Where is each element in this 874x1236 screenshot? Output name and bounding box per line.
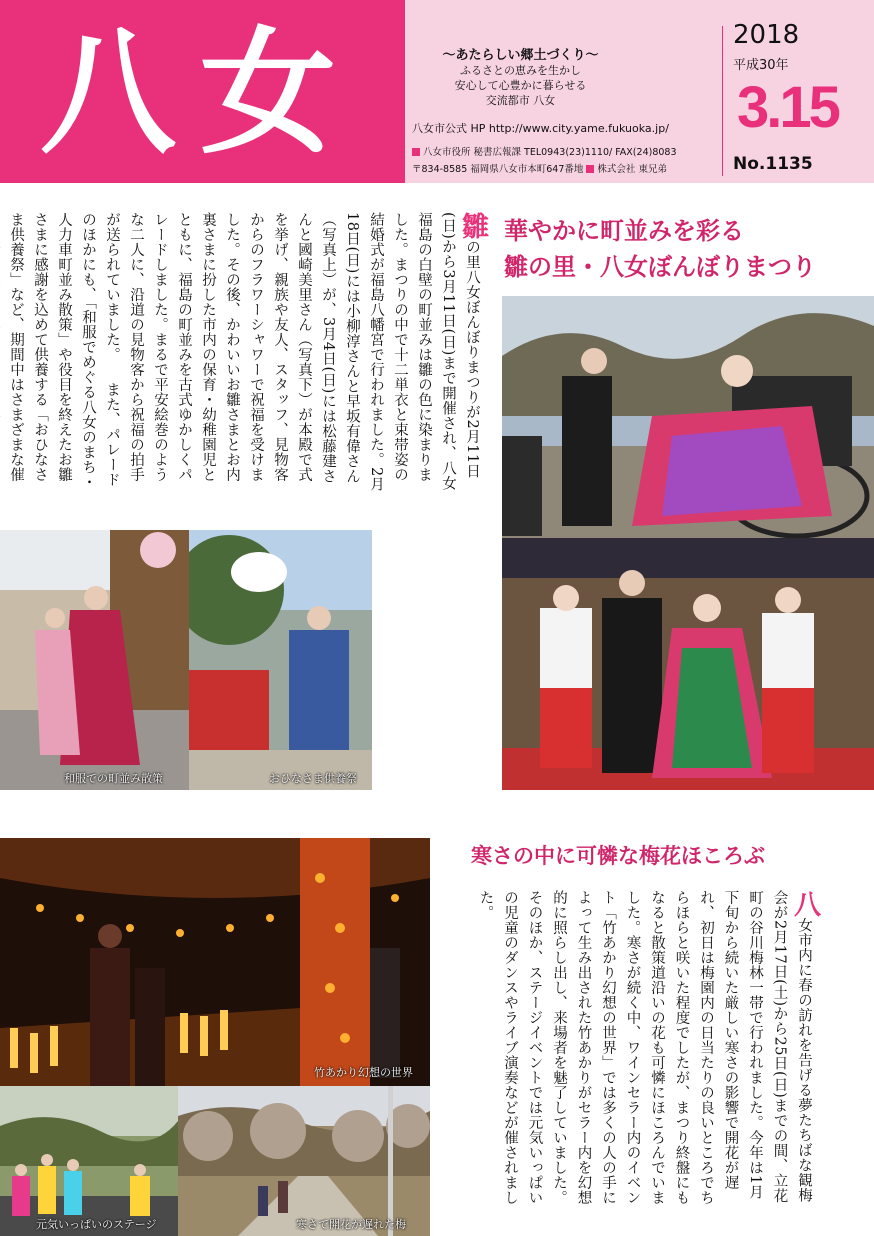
article1-body <box>8 212 488 496</box>
photo-wedding-rickshaw <box>502 296 874 538</box>
office-address: 〒834-8585 福岡県八女市本町647番地 <box>412 164 584 175</box>
caption-hina-memorial: おひなさま供養祭 <box>269 772 357 785</box>
square-bullet-icon <box>412 148 420 156</box>
article2-body <box>440 890 820 1206</box>
issue-date: 3.15 <box>737 75 838 140</box>
issue-year: 2018 <box>733 20 800 50</box>
slogan-line: 安心して心豊かに暮らせる <box>454 79 587 92</box>
printer-name: 株式会社 東兄弟 <box>597 164 667 175</box>
article1-body-tail-start <box>104 362 120 382</box>
photo-kimono-walk <box>0 530 189 790</box>
article2-body-text: 女市内に春の訪れを告げる夢たちばな観梅会が2月17日(土)から25日(日)までの間、立花町の谷川梅林一帯で行われました。今年は1月下旬から続いた厳しい寒さの影響で開花が遅れ、初日は梅園内の日当たりの良いところでちらほらと咲いた程度でしたが、まつり終盤にもなると散策道沿いの花も可憐にほころんでいました。寒さが続く中、ワインセラー内のイベント「竹あかり幻想の世界」では多くの人の手によって生み出された竹あかりがセラー内を幻想的に照らし出し、来場者を魅了していました。そのほか、ステージイベントでは元気いっぱいの児童のダンスやライブ演奏などが催されました。 <box>477 890 812 1205</box>
article2-dropcap: 八 <box>789 890 820 918</box>
caption-bamboo-lights: 竹あかり幻想の世界 <box>314 1066 413 1079</box>
caption-plum-orchard: 寒さで開花が遅れた梅 <box>296 1218 406 1231</box>
caption-kimono-walk: 和服での町並み散策 <box>64 772 163 785</box>
header-divider <box>722 26 723 176</box>
photo-wedding-group <box>502 538 874 790</box>
issue-number: No.1135 <box>733 154 813 174</box>
masthead-title: 八女 <box>40 13 360 173</box>
office-contact: 八女市役所 秘書広報課 TEL0943(23)1110/ FAX(24)8083 <box>423 147 677 158</box>
slogan-line: ふるさとの恵みを生かし <box>460 64 581 77</box>
article1-headline-line1: 華やかに町並みを彩る <box>504 216 744 245</box>
publisher-info <box>412 144 677 178</box>
photo-plum-orchard <box>178 1086 430 1236</box>
slogan-title: 〜あたらしい郷土づくり〜 <box>442 48 599 63</box>
photo-stage <box>0 1086 178 1236</box>
article1-headline-line2: 雛の里・八女ぼんぼりまつり <box>504 252 816 281</box>
article1-body-main: の里八女ぼんぼりまつりが2月11日(日)から3月11日(日)まで開催され、八女福島の白壁の町並みは雛の色に染まりました。まつりの中で十二単衣と束帯姿の結婚式が福島八幡宮で行われました。2月18日(日)には小柳淳さんと早坂有偉さん（写真上）が、3月4日(日)には松藤建さんと國崎美里さん（写真下）が本殿で式を挙げ、親族や友人、スタッフ、見物客からのフラワーシャワーで祝福を受けました。その後、かわいいお雛さまとお内裏さまに扮した市内の保育・幼稚園児とともに、福島の町並みを古式ゆかしくパレードしました。まるで平安絵巻のような二人に、沿道の見物客から祝福の拍手が送られていました。 <box>104 212 480 492</box>
caption-stage: 元気いっぱいのステージ <box>36 1218 157 1231</box>
homepage-url[interactable]: 八女市公式 HP http://www.city.yame.fukuoka.jp/ <box>412 122 669 135</box>
article1-dropcap: 雛 <box>457 212 488 240</box>
slogan-line: 交流都市 八女 <box>485 94 556 107</box>
photo-hina-memorial <box>189 530 372 790</box>
square-bullet-icon <box>586 165 594 173</box>
article2-headline: 寒さの中に可憐な梅花ほころぶ <box>471 843 765 868</box>
slogan <box>408 48 633 108</box>
article1-body-tail-a: また、パレードのほかにも、「和服でめぐる八女のまち・人力車町並み散策」や役目を終えたお雛さまに感謝を込めて供養する「おひなさま供養祭」など、期間中はさまざまな催 <box>8 212 120 490</box>
issue-era: 平成30年 <box>733 58 789 73</box>
photo-bamboo-lights <box>0 838 430 1086</box>
